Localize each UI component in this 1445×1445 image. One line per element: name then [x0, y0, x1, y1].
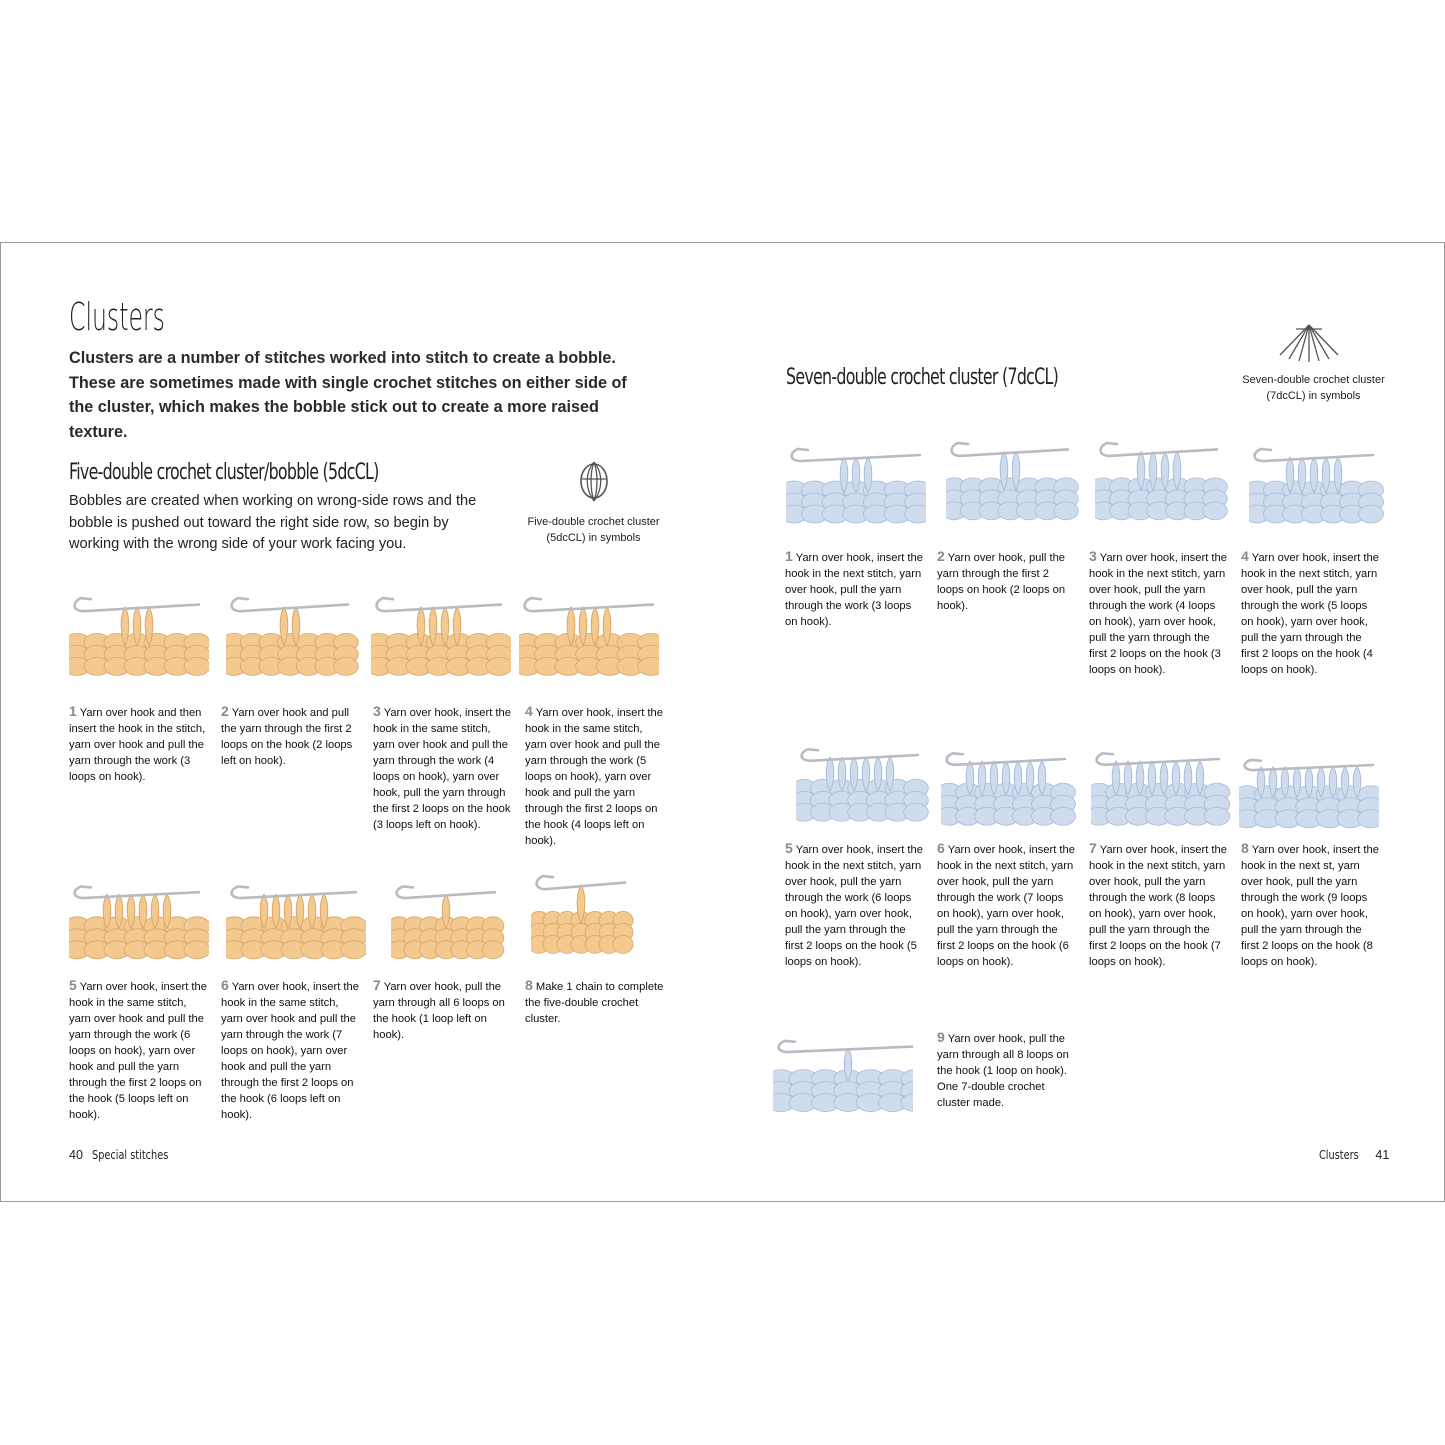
intro-text: Clusters are a number of stitches worked into stitch to create a bobble. These are sometimes made with single crochet stitches on either side of the cluster, which makes the bobble stick out to create a more raised texture.	[69, 349, 627, 442]
step-text: Make 1 chain to complete the five-double crochet cluster.	[525, 981, 664, 1025]
five-step-3-illustration	[371, 583, 511, 693]
seven-step-3-illustration	[1095, 428, 1235, 538]
step-number: 1	[69, 703, 77, 719]
step-text: Yarn over hook, pull the yarn through the first 2 loops on hook (2 loops on hook).	[937, 552, 1066, 612]
step-text: Yarn over hook, insert the hook in the next stitch, yarn over hook, pull the yarn through the work (4 loops on hook), yarn over hook, pull the yarn through the first 2 loops on the hook (3 loops on hook).	[1089, 552, 1227, 676]
footer-left	[69, 1147, 190, 1162]
step-number: 7	[373, 977, 381, 993]
step-number: 4	[525, 703, 533, 719]
step-number: 6	[937, 840, 945, 856]
cluster-symbol-7-icon	[1276, 319, 1342, 363]
step-text: Yarn over hook and then insert the hook in the stitch, yarn over hook and pull the yarn through the work (3 loops on hook).	[69, 707, 206, 783]
step-number: 7	[1089, 840, 1097, 856]
book-spread	[0, 242, 1445, 1202]
seven-step-4	[1241, 548, 1381, 678]
seven-heading: Seven-double crochet cluster (7dcCL)	[786, 365, 1059, 390]
step-number: 3	[1089, 548, 1097, 564]
five-step-3	[373, 703, 513, 833]
seven-step-5	[785, 840, 925, 970]
step-text: Yarn over hook, insert the hook in the next stitch, yarn over hook, pull the yarn through the work (7 loops on hook), yarn over hook, pull the yarn through the first 2 loops on the hook (6 loops on hook).	[937, 844, 1075, 968]
step-number: 4	[1241, 548, 1249, 564]
step-text: Yarn over hook, insert the hook in the next stitch, yarn over hook, pull the yarn through the work (5 loops on hook), yarn over hook, pull the yarn through the first 2 loops on the hook (4 loops on hook).	[1241, 552, 1379, 676]
seven-step-4-illustration	[1249, 435, 1389, 545]
page-title: Clusters	[69, 295, 165, 339]
seven-step-9-illustration	[773, 1028, 913, 1138]
seven-symbol-caption: Seven-double crochet cluster (7dcCL) in symbols	[1242, 374, 1385, 402]
step-number: 2	[221, 703, 229, 719]
step-number: 1	[785, 548, 793, 564]
page-number-right: 41	[1375, 1148, 1390, 1162]
five-step-5	[69, 977, 209, 1123]
five-step-7-illustration	[391, 873, 531, 983]
five-text: Bobbles are created when working on wrong-side rows and the bobble is pushed out toward the right side row, so begin by working with the wrong side of your work facing you.	[69, 493, 477, 552]
footer-section-right: Clusters	[1319, 1147, 1359, 1162]
step-text: Yarn over hook, insert the hook in the same stitch, yarn over hook and pull the yarn through the work (4 loops on hook), yarn over hook, pull the yarn through the first 2 loops on the hook (3 loops left on hook).	[373, 707, 511, 831]
five-step-4	[525, 703, 665, 849]
seven-step-1	[785, 548, 925, 630]
step-number: 9	[937, 1029, 945, 1045]
five-step-1-illustration	[69, 583, 209, 693]
step-text: Yarn over hook and pull the yarn through the first 2 loops on the hook (2 loops left on hook).	[221, 707, 353, 767]
seven-step-8	[1241, 840, 1381, 970]
seven-step-1-illustration	[786, 435, 926, 545]
step-number: 8	[525, 977, 533, 993]
footer-right	[1319, 1147, 1389, 1162]
seven-step-7	[1089, 840, 1229, 970]
seven-step-9	[937, 1029, 1077, 1111]
five-step-8-illustration	[531, 861, 671, 971]
step-number: 5	[785, 840, 793, 856]
five-step-6-illustration	[226, 873, 366, 983]
seven-step-6-illustration	[941, 740, 1081, 850]
step-number: 8	[1241, 840, 1249, 856]
seven-step-5-illustration	[796, 736, 936, 846]
five-step-2	[221, 703, 361, 769]
step-text: Yarn over hook, insert the hook in the next stitch, yarn over hook, pull the yarn through the work (3 loops on hook).	[785, 552, 923, 628]
seven-step-2-illustration	[946, 428, 1086, 538]
step-text: Yarn over hook, insert the hook in the next stitch, yarn over hook, pull the yarn through the work (8 loops on hook), yarn over hook, pull the yarn through the first 2 loops on the hook (7 loops on hook).	[1089, 844, 1227, 968]
five-step-1	[69, 703, 209, 785]
step-text: Yarn over hook, insert the hook in the same stitch, yarn over hook and pull the yarn through the work (5 loops on hook), yarn over hook and pull the yarn through the first 2 loops on the hook (4 loops left on hook).	[525, 707, 663, 847]
step-number: 3	[373, 703, 381, 719]
step-number: 2	[937, 548, 945, 564]
footer-section-left: Special stitches	[92, 1147, 169, 1162]
five-step-6	[221, 977, 361, 1123]
page-number-left: 40	[69, 1148, 83, 1162]
step-text: Yarn over hook, pull the yarn through all 6 loops on the hook (1 loop left on hook).	[373, 981, 505, 1041]
five-step-5-illustration	[69, 873, 209, 983]
step-text: Yarn over hook, insert the hook in the same stitch, yarn over hook and pull the yarn through the work (7 loops on hook), yarn over hook and pull the yarn through the first 2 loops on the hook (6 loops left on hook).	[221, 981, 359, 1121]
seven-step-6	[937, 840, 1077, 970]
step-text: Yarn over hook, insert the hook in the same stitch, yarn over hook and pull the yarn through the work (6 loops on hook), yarn over hook and pull the yarn through the first 2 loops on the hook (5 loops left on hook).	[69, 981, 207, 1121]
five-step-4-illustration	[519, 583, 659, 693]
cluster-symbol-5-icon	[571, 457, 617, 507]
five-step-8	[525, 977, 665, 1027]
step-text: Yarn over hook, pull the yarn through all 8 loops on the hook (1 loop on hook). One 7-double crochet cluster made.	[937, 1033, 1069, 1109]
seven-step-3	[1089, 548, 1229, 678]
step-text: Yarn over hook, insert the hook in the next st, yarn over hook, pull the yarn through the work (9 loops on hook), yarn over hook, pull the yarn through the first 2 loops on the hook (8 loops on hook).	[1241, 844, 1379, 968]
five-step-2-illustration	[226, 583, 366, 693]
seven-step-2	[937, 548, 1077, 614]
seven-step-7-illustration	[1091, 740, 1231, 850]
five-step-7	[373, 977, 513, 1043]
step-text: Yarn over hook, insert the hook in the next stitch, yarn over hook, pull the yarn through the work (6 loops on hook), yarn over hook, pull the yarn through the first 2 loops on the hook (5 loops on hook).	[785, 844, 923, 968]
step-number: 6	[221, 977, 229, 993]
step-number: 5	[69, 977, 77, 993]
five-heading: Five-double crochet cluster/bobble (5dcCL)	[69, 460, 379, 485]
five-symbol-caption: Five-double crochet cluster (5dcCL) in symbols	[527, 516, 660, 544]
